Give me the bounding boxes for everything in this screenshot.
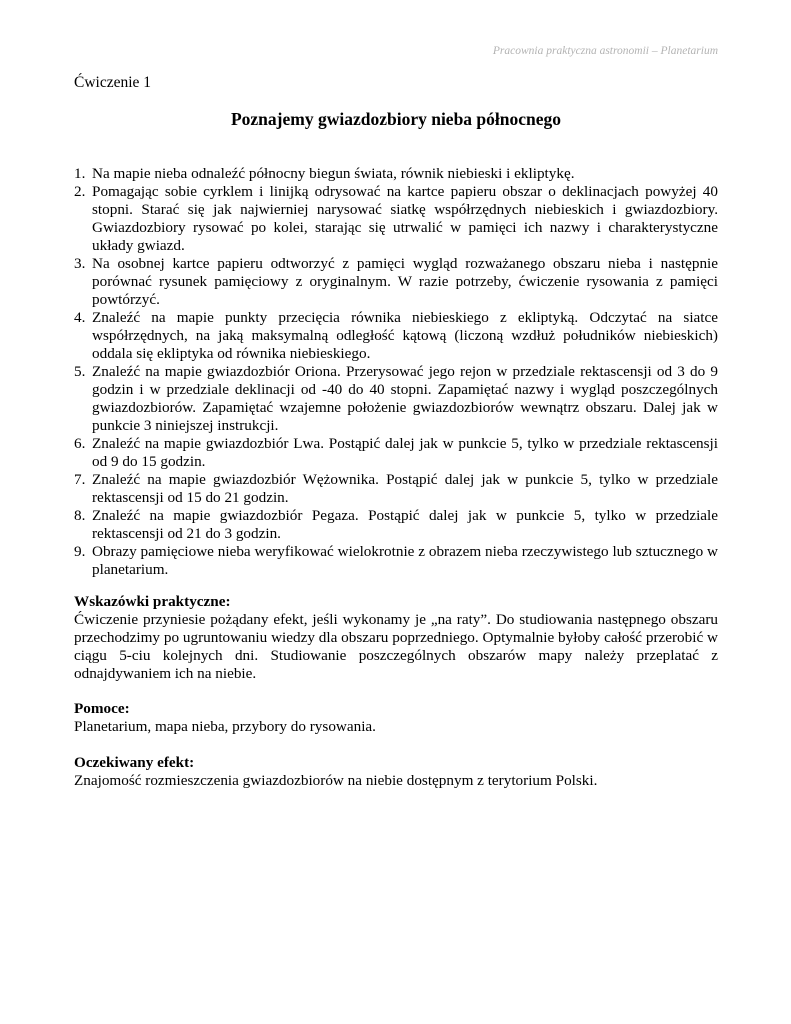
- aids-heading: Pomoce:: [74, 700, 130, 717]
- tips-section: [74, 593, 718, 683]
- instruction-steps-list: [74, 165, 718, 579]
- step-text: Pomagając sobie cyrklem i linijką odrysować na kartce papieru obszar o deklinacjach powyżej 40 stopni. Starać się jak najwierniej narysować siatkę współrzędnych niebieskich i gwiazdozbiory. Gwiazdozbiory rysować po kolei, starając się utrwalić w pamięci ich nazwy i charakterystyczne układy gwiazd.: [92, 183, 718, 254]
- running-header: Pracownia praktyczna astronomii – Planetarium: [492, 45, 718, 57]
- instruction-step: [74, 363, 718, 435]
- expected-effect-section: [74, 754, 718, 790]
- expected-effect-text: Znajomość rozmieszczenia gwiazdozbiorów na niebie dostępnym z terytorium Polski.: [74, 772, 598, 789]
- step-text: Znaleźć na mapie gwiazdozbiór Pegaza. Postąpić dalej jak w punkcie 5, tylko w przedziale rektascensji od 21 do 3 godzin.: [92, 507, 718, 542]
- step-text: Obrazy pamięciowe nieba weryfikować wielokrotnie z obrazem nieba rzeczywistego lub sztucznego w planetarium.: [92, 543, 718, 578]
- aids-section: [74, 700, 718, 736]
- instruction-step: [74, 543, 718, 579]
- instruction-step: [74, 309, 718, 363]
- instruction-step: [74, 507, 718, 543]
- tips-heading: Wskazówki praktyczne:: [74, 593, 231, 610]
- instruction-step: [74, 471, 718, 507]
- step-number: 5.: [74, 363, 86, 380]
- step-number: 9.: [74, 543, 86, 560]
- step-text: Na mapie nieba odnaleźć północny biegun świata, równik niebieski i ekliptykę.: [92, 165, 575, 182]
- expected-effect-heading: Oczekiwany efekt:: [74, 754, 195, 771]
- instruction-step: [74, 255, 718, 309]
- step-text: Znaleźć na mapie punkty przecięcia równika niebieskiego z ekliptyką. Odczytać na siatce współrzędnych, na jaką maksymalną odległość kątową (liczoną wzdłuż południków niebieskich) oddala się ekliptyka od równika niebieskiego.: [92, 309, 718, 362]
- step-number: 1.: [74, 165, 86, 182]
- instruction-step: [74, 183, 718, 255]
- step-number: 6.: [74, 435, 86, 452]
- step-text: Znaleźć na mapie gwiazdozbiór Lwa. Postąpić dalej jak w punkcie 5, tylko w przedziale rektascensji od 9 do 15 godzin.: [92, 435, 718, 470]
- exercise-number: Ćwiczenie 1: [74, 74, 152, 91]
- aids-text: Planetarium, mapa nieba, przybory do rysowania.: [74, 718, 376, 735]
- step-number: 8.: [74, 507, 86, 524]
- instruction-step: [74, 165, 718, 183]
- instruction-step: [74, 435, 718, 471]
- tips-text: Ćwiczenie przyniesie pożądany efekt, jeśli wykonamy je „na raty”. Do studiowania następnego obszaru przechodzimy po ugruntowaniu wiedzy dla obszaru poprzedniego. Optymalnie byłoby całość przerobić w ciągu 5-ciu kolejnych dni. Studiowanie poszczególnych obszarów mapy należy przeplatać z odnajdywaniem ich na niebie.: [74, 611, 718, 682]
- step-number: 7.: [74, 471, 86, 488]
- step-text: Znaleźć na mapie gwiazdozbiór Wężownika. Postąpić dalej jak w punkcie 5, tylko w przedziale rektascensji od 15 do 21 godzin.: [92, 471, 718, 506]
- step-number: 2.: [74, 183, 86, 200]
- step-number: 4.: [74, 309, 86, 326]
- step-text: Znaleźć na mapie gwiazdozbiór Oriona. Przerysować jego rejon w przedziale rektascensji od 3 do 9 godzin i w przedziale deklinacji od -40 do 40 stopni. Zapamiętać nazwy i wygląd poszczególnych gwiazdozbiorów. Zapamiętać wzajemne położenie gwiazdozbiorów wewnątrz obszaru. Dalej jak w punkcie 3 niniejszej instrukcji.: [92, 363, 718, 434]
- step-number: 3.: [74, 255, 86, 272]
- step-text: Na osobnej kartce papieru odtworzyć z pamięci wygląd rozważanego obszaru nieba i następnie porównać rysunek pamięciowy z oryginalnym. W razie potrzeby, ćwiczenie rysowania z pamięci powtórzyć.: [92, 255, 718, 308]
- document-title: Poznajemy gwiazdozbiory nieba północnego: [230, 109, 562, 129]
